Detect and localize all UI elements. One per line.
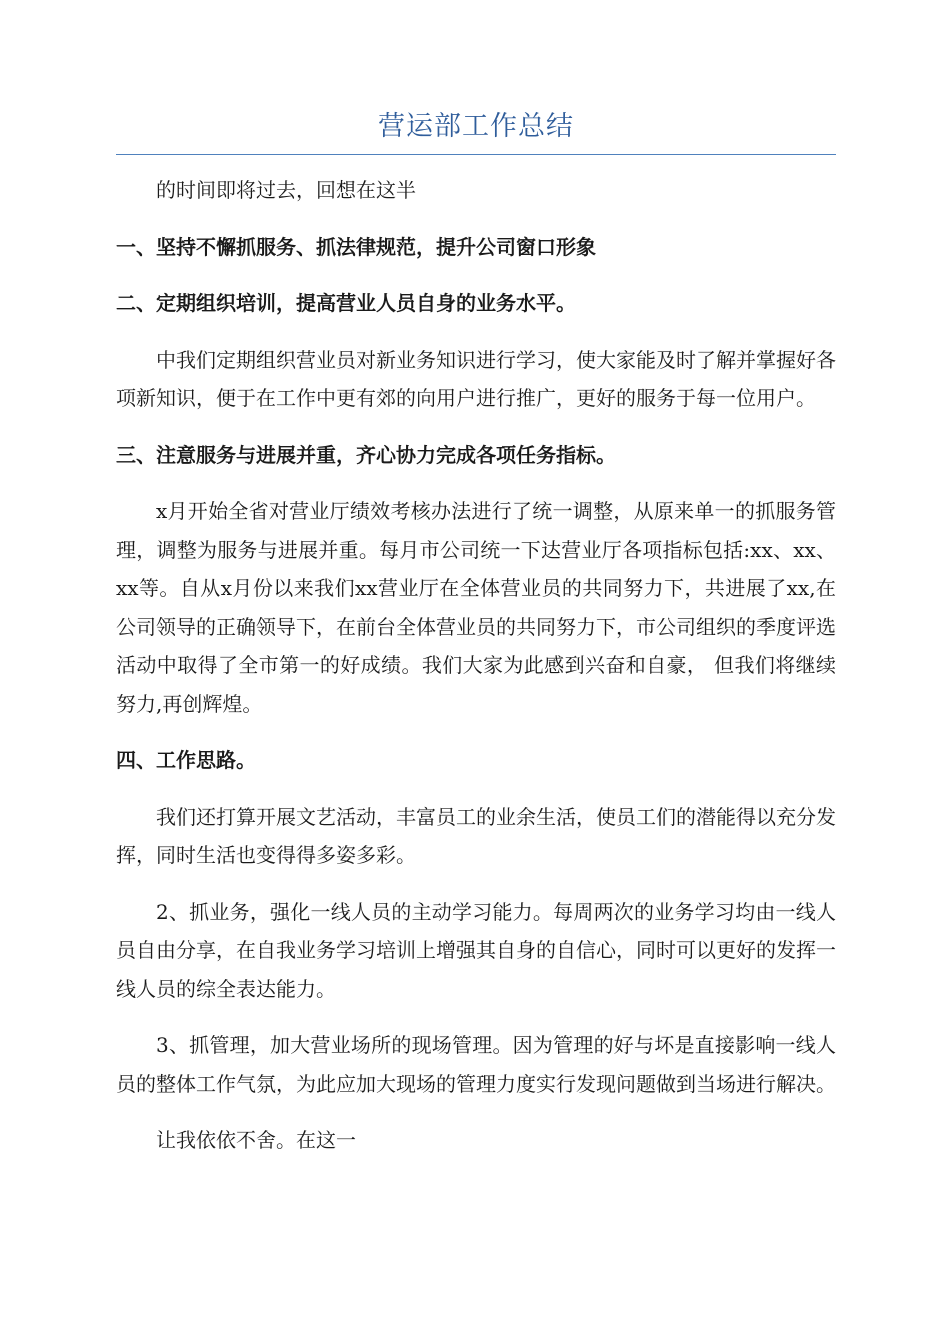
section-heading-4: 四、工作思路。 [116, 748, 256, 772]
activities-paragraph: 我们还打算开展文艺活动，丰富员工的业余生活，使员工们的潜能得以充分发挥，同时生活也变得得多姿多彩。 [116, 804, 836, 867]
document-page [116, 108, 836, 1160]
closing-paragraph: 让我依依不舍。在这一 [156, 1128, 356, 1152]
section-heading-1: 一、坚持不懈抓服务、抓法律规范，提升公司窗口形象 [116, 234, 596, 259]
section-heading-2: 二、定期组织培训，提高营业人员自身的业务水平。 [116, 291, 576, 315]
management-paragraph: 3、抓管理，加大营业场所的现场管理。因为管理的好与坏是直接影响一线人员的整体工作气氛，为此应加大现场的管理力度实行发现问题做到当场进行解决。 [116, 1033, 836, 1096]
document-title: 营运部工作总结 [116, 108, 836, 155]
performance-paragraph: x月开始全省对营业厅绩效考核办法进行了统一调整，从原来单一的抓服务管理，调整为服务与进展并重。每月市公司统一下达营业厅各项指标包括:xx、xx、xx等。自从x月份以来我们xx营业厅在全体营业员的共同努力下，共进展了xx,在公司领导的正确领导下，在前台全体营业员的共同努力下，市公司组织的季度评选活动中取得了全市第一的好成绩。我们大家为此感到兴奋和自豪， 但我们将继续努力,再创辉煌。 [116, 499, 836, 716]
business-paragraph: 2、抓业务，强化一线人员的主动学习能力。每周两次的业务学习均由一线人员自由分享，在自我业务学习培训上增强其自身的自信心，同时可以更好的发挥一线人员的综全表达能力。 [116, 899, 836, 1001]
intro-paragraph: 的时间即将过去，回想在这半 [156, 178, 416, 202]
section-heading-3: 三、注意服务与进展并重，齐心协力完成各项任务指标。 [116, 442, 616, 467]
training-paragraph: 中我们定期组织营业员对新业务知识进行学习，使大家能及时了解并掌握好各项新知识，便于在工作中更有郊的向用户进行推广，更好的服务于每一位用户。 [116, 347, 836, 410]
